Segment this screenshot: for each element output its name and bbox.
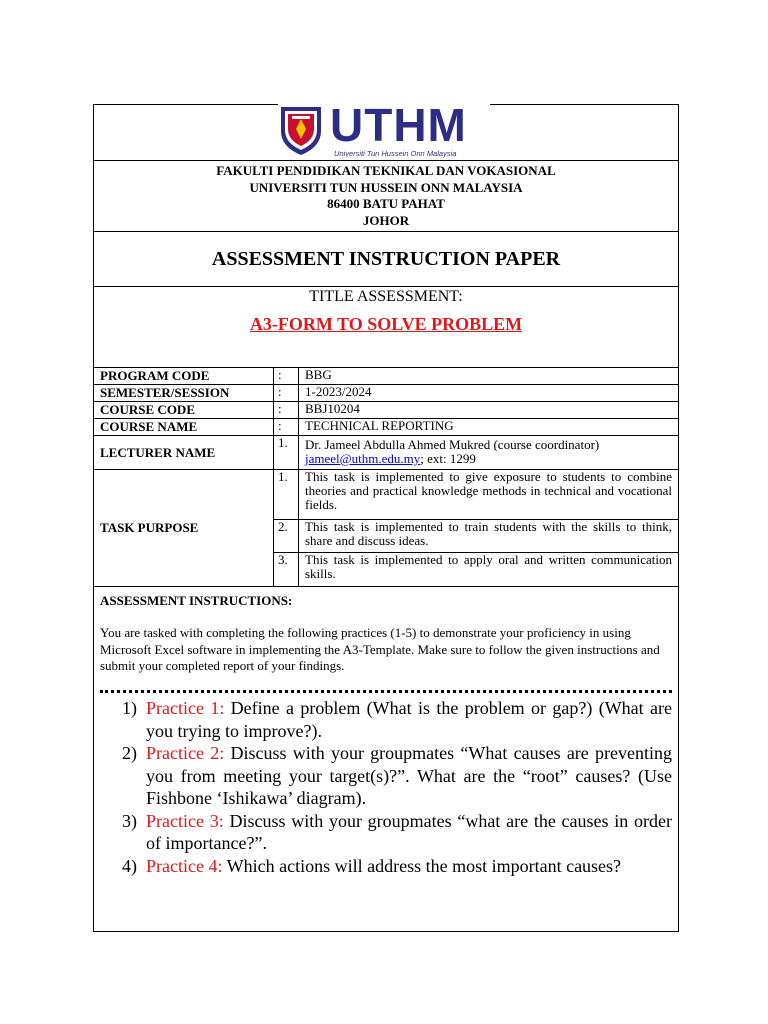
practice-number: 2) <box>122 743 137 763</box>
title-assessment-label: TITLE ASSESSMENT: <box>309 288 463 305</box>
practice-number: 1) <box>122 698 137 718</box>
list-item <box>122 697 672 742</box>
divider <box>93 286 679 287</box>
practice-label: Practice 1: <box>146 698 225 718</box>
program-code-label: PROGRAM CODE <box>94 368 274 385</box>
table-row <box>94 419 679 436</box>
semester-label: SEMESTER/SESSION <box>94 385 274 402</box>
semester-value: 1-2023/2024 <box>299 385 679 402</box>
colon: : <box>274 419 299 436</box>
program-code-value: BBG <box>299 368 679 385</box>
list-item <box>122 855 672 878</box>
list-item <box>122 742 672 810</box>
divider <box>93 231 679 232</box>
state: JOHOR <box>362 212 410 228</box>
course-code-value: BBJ10204 <box>299 402 679 419</box>
logo-wordmark: UTHM <box>330 99 467 152</box>
lecturer-extension: ; ext: 1299 <box>420 451 476 466</box>
uthm-logo <box>278 100 490 160</box>
list-item <box>122 810 672 855</box>
university-name: UNIVERSITI TUN HUSSEIN ONN MALAYSIA <box>249 179 523 195</box>
instructions-heading: ASSESSMENT INSTRUCTIONS: <box>100 593 293 608</box>
faculty-address <box>93 163 679 229</box>
task-purpose-number: 1. <box>274 470 299 520</box>
table-row <box>94 402 679 419</box>
table-row <box>94 470 679 520</box>
practice-number: 3) <box>122 810 137 831</box>
practice-label: Practice 3: <box>146 810 224 831</box>
task-purpose-item: This task is implemented to apply oral and written communication skills. <box>299 553 679 587</box>
dotted-divider <box>100 690 672 693</box>
course-info-table <box>93 367 679 587</box>
practice-label: Practice 4: <box>146 855 223 876</box>
practice-list <box>122 697 672 877</box>
lecturer-label: LECTURER NAME <box>94 436 274 470</box>
faculty-name: FAKULTI PENDIDIKAN TEKNIKAL DAN VOKASIONAL <box>216 163 556 178</box>
lecturer-number: 1. <box>274 436 299 470</box>
practice-text: Which actions will address the most important causes? <box>222 855 622 876</box>
page-title: ASSESSMENT INSTRUCTION PAPER <box>211 248 561 270</box>
practice-number: 4) <box>122 855 137 876</box>
lecturer-contact <box>305 452 672 466</box>
divider <box>93 160 679 161</box>
table-row <box>94 368 679 385</box>
task-purpose-item: This task is implemented to give exposure to students to combine theories and practical knowledge methods in technical and vocational fields. <box>299 470 679 520</box>
lecturer-value <box>299 436 679 470</box>
task-purpose-number: 2. <box>274 520 299 553</box>
course-name-label: COURSE NAME <box>94 419 274 436</box>
lecturer-email-link[interactable]: jameel@uthm.edu.my <box>305 451 421 466</box>
university-crest-icon <box>278 103 324 157</box>
table-row <box>94 436 679 470</box>
logo-subtitle: Universiti Tun Hussein Onn Malaysia <box>334 149 457 159</box>
task-purpose-label: TASK PURPOSE <box>94 470 274 587</box>
course-code-label: COURSE CODE <box>94 402 274 419</box>
instructions-body: You are tasked with completing the following practices (1-5) to demonstrate your proficiency in using Microsoft Excel software in implementing the A3-Template. Make sure to follow the given instructions and submit your completed report of your findings. <box>100 625 660 673</box>
practice-text: Discuss with your groupmates “what are the causes in order of importance?”. <box>146 810 672 853</box>
practice-text: Define a problem (What is the problem or gap?) (What are you trying to improve?). <box>146 698 672 741</box>
colon: : <box>274 402 299 419</box>
colon: : <box>274 368 299 385</box>
colon: : <box>274 385 299 402</box>
practice-label: Practice 2: <box>146 743 225 763</box>
table-row <box>94 385 679 402</box>
practice-text: Discuss with your groupmates “What causes are preventing you from meeting your target(s)?”. What are the “root” causes? (Use Fishbone ‘Ishikawa’ diagram). <box>146 743 673 808</box>
lecturer-name: Dr. Jameel Abdulla Ahmed Mukred (course coordinator) <box>305 437 600 452</box>
task-purpose-number: 3. <box>274 553 299 587</box>
postcode-city: 86400 BATU PAHAT <box>327 196 445 211</box>
assessment-name: A3-FORM TO SOLVE PROBLEM <box>249 314 523 334</box>
task-purpose-item: This task is implemented to train students with the skills to think, share and discuss ideas. <box>299 520 679 553</box>
course-name-value: TECHNICAL REPORTING <box>299 419 679 436</box>
